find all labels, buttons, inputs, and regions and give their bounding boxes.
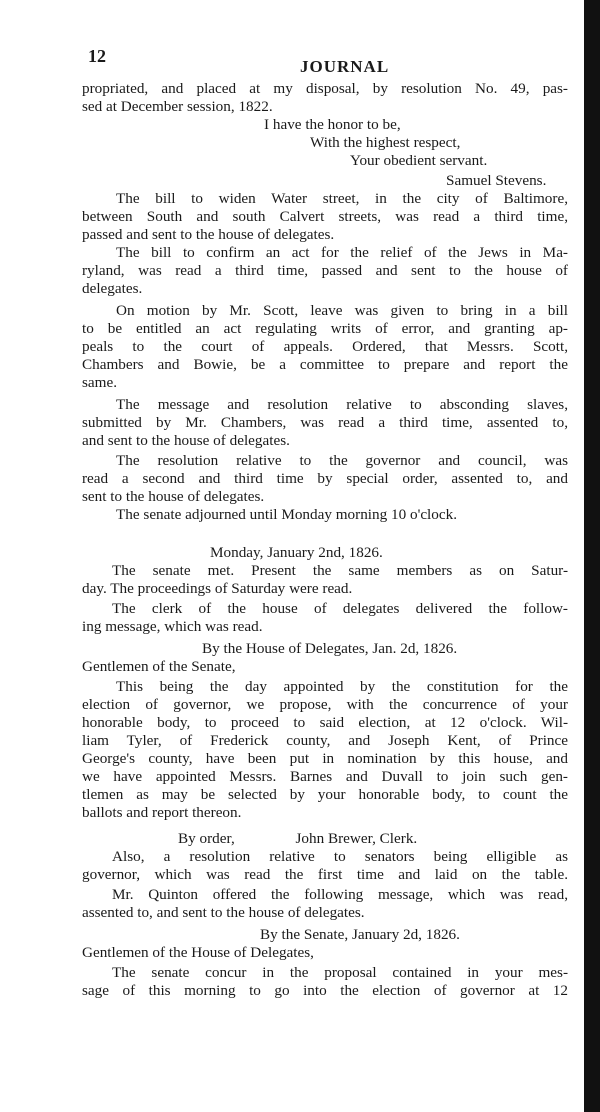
text-line: delegates. bbox=[82, 280, 143, 297]
text-line: assented to, and sent to the house of delegates. bbox=[82, 904, 365, 921]
text-line: propriated, and placed at my disposal, by resolution No. 49, pas- bbox=[82, 80, 568, 97]
text-line: The message and resolution relative to absconding slaves, bbox=[116, 396, 568, 413]
text-line: liam Tyler, of Frederick county, and Joseph Kent, of Prince bbox=[82, 732, 568, 749]
text-line: This being the day appointed by the constitution for the bbox=[116, 678, 568, 695]
text-line: tlemen as may be selected by your honorable body, to count the bbox=[82, 786, 568, 803]
text-line: Chambers and Bowie, be a committee to prepare and report the bbox=[82, 356, 568, 373]
text-line: The bill to widen Water street, in the city of Baltimore, bbox=[116, 190, 568, 207]
text-line: By order, John Brewer, Clerk. bbox=[178, 830, 418, 847]
text-line: By the Senate, January 2d, 1826. bbox=[260, 926, 460, 943]
text-line: ballots and report thereon. bbox=[82, 804, 242, 821]
text-line: sed at December session, 1822. bbox=[82, 98, 273, 115]
text-line: Samuel Stevens. bbox=[446, 172, 547, 189]
page-number: 12 bbox=[88, 46, 106, 66]
text-line: between South and south Calvert streets, was read a third time, bbox=[82, 208, 568, 225]
text-line: peals to the court of appeals. Ordered, that Messrs. Scott, bbox=[82, 338, 568, 355]
text-line: With the highest respect, bbox=[310, 134, 461, 151]
text-line: The clerk of the house of delegates delivered the follow- bbox=[112, 600, 568, 617]
text-line: submitted by Mr. Chambers, was read a third time, assented to, bbox=[82, 414, 568, 431]
text-line: The bill to confirm an act for the relief of the Jews in Ma- bbox=[116, 244, 568, 261]
text-line: The senate concur in the proposal contained in your mes- bbox=[112, 964, 568, 981]
text-line: George's county, have been put in nomination by this house, and bbox=[82, 750, 568, 767]
text-line: ryland, was read a third time, passed and sent to the house of bbox=[82, 262, 568, 279]
text-line: day. The proceedings of Saturday were read. bbox=[82, 580, 353, 597]
running-head: JOURNAL bbox=[300, 57, 390, 76]
text-line: The senate met. Present the same members as on Satur- bbox=[112, 562, 568, 579]
text-line: The resolution relative to the governor and council, was bbox=[116, 452, 568, 469]
text-line: Monday, January 2nd, 1826. bbox=[210, 544, 383, 561]
text-line: The senate adjourned until Monday morning 10 o'clock. bbox=[116, 506, 457, 523]
text-line: Also, a resolution relative to senators being elligible as bbox=[112, 848, 568, 865]
text-line: Gentlemen of the Senate, bbox=[82, 658, 236, 675]
text-line: Gentlemen of the House of Delegates, bbox=[82, 944, 314, 961]
text-line: governor, which was read the first time and laid on the table. bbox=[82, 866, 568, 883]
text-line: By the House of Delegates, Jan. 2d, 1826. bbox=[202, 640, 458, 657]
text-line: and sent to the house of delegates. bbox=[82, 432, 290, 449]
text-line: passed and sent to the house of delegates. bbox=[82, 226, 335, 243]
text-line: On motion by Mr. Scott, leave was given to bring in a bill bbox=[116, 302, 568, 319]
text-line: election of governor, we propose, with the concurrence of your bbox=[82, 696, 568, 713]
text-line: to be entitled an act regulating writs of error, and granting ap- bbox=[82, 320, 568, 337]
scan-edge bbox=[584, 0, 600, 1112]
text-line: sent to the house of delegates. bbox=[82, 488, 265, 505]
text-line: I have the honor to be, bbox=[264, 116, 401, 133]
text-line: sage of this morning to go into the election of governor at 12 bbox=[82, 982, 568, 999]
text-line: honorable body, to proceed to said election, at 12 o'clock. Wil- bbox=[82, 714, 568, 731]
text-line: same. bbox=[82, 374, 118, 391]
text-line: we have appointed Messrs. Barnes and Duvall to join such gen- bbox=[82, 768, 568, 785]
text-line: Your obedient servant. bbox=[350, 152, 488, 169]
text-line: ing message, which was read. bbox=[82, 618, 263, 635]
text-line: read a second and third time by special order, assented to, and bbox=[82, 470, 568, 487]
text-line: Mr. Quinton offered the following message, which was read, bbox=[112, 886, 568, 903]
